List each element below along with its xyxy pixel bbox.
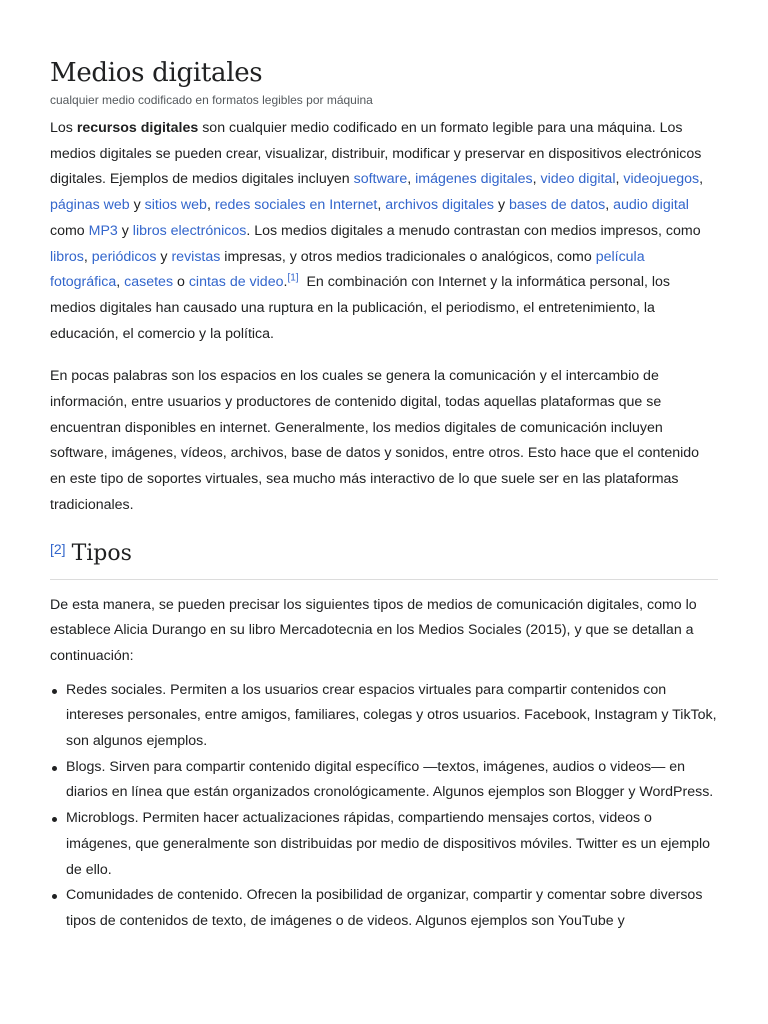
separator-text: y [494, 197, 510, 214]
separator-text: , [532, 171, 541, 188]
separator-text: , [83, 248, 92, 265]
page-subtitle: cualquier medio codificado en formatos legibles por máquina [50, 93, 373, 107]
intro-bold-term: recursos digitales [76, 120, 199, 136]
reference-link[interactable]: [1] [287, 272, 299, 284]
list-item-text: Microblogs. Permiten hacer actualizaciones rápidas, compartiendo mensajes cortos, videos o imágenes, que generalmente son distribuidas por medio de dispositivos móviles. Twitter es un ejemplo de ello. [66, 810, 711, 878]
intro-paragraph [50, 116, 718, 347]
separator-text: , [605, 197, 614, 214]
list-item-text: Redes sociales. Permiten a los usuarios crear espacios virtuales para compartir contenidos con intereses personales, entre amigos, familiares, colegas y otros usuarios. Facebook, Instagram y TikTok, son algunos ejemplos. [66, 681, 717, 750]
link-revistas[interactable]: revistas [171, 248, 221, 265]
bullet-icon [52, 817, 57, 822]
link-libros-electronicos[interactable]: libros electrónicos [132, 222, 247, 239]
separator-text: , [699, 171, 704, 188]
bullet-icon [52, 766, 57, 771]
link-mp3[interactable]: MP3 [88, 222, 118, 239]
types-intro-paragraph: De esta manera, se pueden precisar los siguientes tipos de medios de comunicación digitales, como lo establece Alicia Durango en su libro Mercadotecnia en los Medios Sociales (2015), y que se detallan a continuación: [50, 596, 697, 664]
section-heading-tipos [50, 539, 718, 580]
list-item [66, 883, 718, 934]
intro-text: son cualquier medio codificado en un formato legible para una máquina. Los medios digitales se pueden crear, visualizar, distribuir, modificar y preservar en dispositivos electrónicos digitales. Ejemplos de medios digitales incluyen [50, 120, 702, 188]
separator-text: y [156, 248, 172, 265]
summary-paragraph: En pocas palabras son los espacios en los cuales se genera la comunicación y el intercambio de información, entre usuarios y productores de contenido digital, todas aquellas plataformas que se encuentran disponibles en internet. Generalmente, los medios digitales de comunicación incluyen software, imágenes, vídeos, archivos, base de datos y sonidos, entre otros. Esto hace que el contenido en este tipo de soportes virtuales, sea mucho más interactivo de lo que suele ser en las plataformas tradicionales. [50, 368, 700, 513]
separator-text: , [407, 171, 416, 188]
separator-text: , [615, 171, 624, 188]
link-video-digital[interactable]: video digital [540, 171, 616, 188]
link-pelicula-fotografica[interactable]: película fotográfica [50, 248, 645, 291]
link-audio-digital[interactable]: audio digital [613, 197, 689, 214]
intro-text: Los [50, 120, 77, 136]
separator-text: o [173, 274, 189, 291]
types-list [50, 678, 718, 935]
link-paginas-web[interactable]: páginas web [50, 197, 130, 214]
list-item-text: Blogs. Sirven para compartir contenido digital específico —textos, imágenes, audios o videos— en diarios en línea que están organizados cronológicamente. Algunos ejemplos son Blogger y WordPress. [66, 758, 714, 801]
separator-text: como [50, 222, 89, 239]
link-libros[interactable]: libros [50, 248, 84, 265]
link-videojuegos[interactable]: videojuegos [623, 171, 700, 188]
link-redes-sociales[interactable]: redes sociales en Internet [214, 197, 378, 214]
separator-text: , [206, 197, 215, 214]
separator-text: y [129, 197, 145, 214]
section-title: Tipos [71, 540, 132, 566]
link-imagenes-digitales[interactable]: imágenes digitales [415, 171, 533, 188]
separator-text: , [377, 197, 386, 214]
link-bases-de-datos[interactable]: bases de datos [509, 197, 606, 214]
link-software[interactable]: software [353, 171, 408, 188]
intro-text: impresas, y otros medios tradicionales o analógicos, como [220, 248, 596, 265]
bullet-icon [52, 689, 57, 694]
section-reference-link[interactable]: [2] [50, 540, 66, 557]
page-title: Medios digitales [50, 58, 263, 88]
link-periodicos[interactable]: periódicos [91, 248, 157, 265]
separator-text: , [116, 274, 125, 291]
intro-text: . Los medios digitales a menudo contrastan con medios impresos, como [246, 222, 701, 239]
link-casetes[interactable]: casetes [124, 274, 174, 291]
list-item-text: Comunidades de contenido. Ofrecen la posibilidad de organizar, compartir y comentar sobre diversos tipos de contenidos de texto, de imágenes o de videos. Algunos ejemplos son YouTube y [66, 887, 703, 929]
intro-text: En combinación con Internet y la informática personal, los medios digitales han causado una ruptura en la publicación, el periodismo, el entretenimiento, la educación, el comercio y la política. [50, 274, 674, 342]
link-cintas-de-video[interactable]: cintas de video [188, 274, 284, 291]
list-item [66, 806, 718, 883]
list-item [66, 678, 718, 755]
bullet-icon [52, 894, 57, 899]
separator-text: . [283, 274, 288, 291]
list-item [66, 755, 718, 806]
link-archivos-digitales[interactable]: archivos digitales [385, 197, 495, 214]
article-content [50, 56, 718, 935]
separator-text: y [117, 222, 133, 239]
link-sitios-web[interactable]: sitios web [144, 197, 207, 214]
